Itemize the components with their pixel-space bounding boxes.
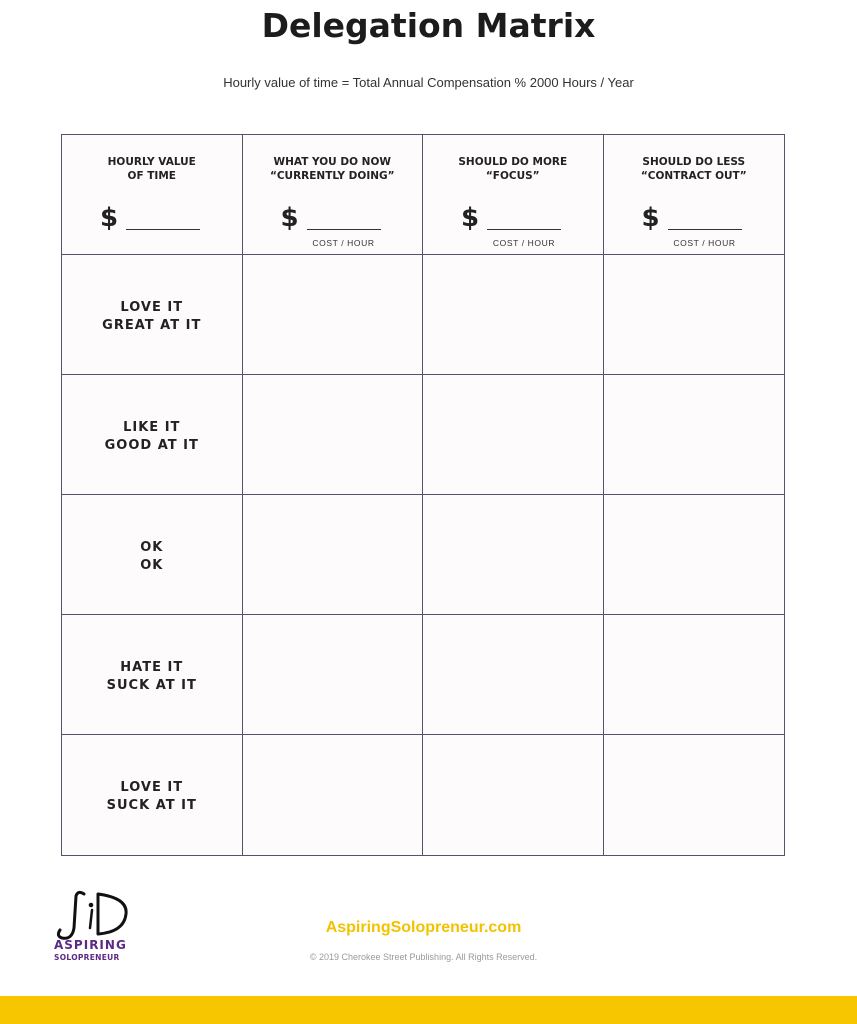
row-label-line1: LOVE IT	[120, 780, 184, 795]
row-label-line2: SUCK AT IT	[106, 798, 197, 813]
row-label-line2: GOOD AT IT	[104, 438, 199, 453]
matrix-entry-cell[interactable]	[423, 375, 604, 495]
row-label-line2: OK	[140, 558, 164, 573]
matrix-entry-cell[interactable]	[604, 495, 785, 615]
row-label-line1: HATE IT	[120, 660, 184, 675]
header-label	[62, 155, 242, 183]
header-cell-contract-out	[604, 135, 785, 255]
header-line2: OF TIME	[127, 170, 176, 182]
matrix-entry-cell[interactable]	[604, 735, 785, 855]
header-line1: WHAT YOU DO NOW	[273, 156, 391, 168]
matrix-entry-cell[interactable]	[423, 495, 604, 615]
header-line1: SHOULD DO LESS	[642, 156, 746, 168]
currently-doing-cost-blank[interactable]	[307, 229, 381, 230]
row-label	[62, 419, 242, 455]
row-label-cell	[62, 375, 243, 495]
matrix-entry-cell[interactable]	[604, 375, 785, 495]
header-line2: “FOCUS”	[485, 170, 540, 182]
header-cell-focus	[423, 135, 604, 255]
row-label	[62, 779, 242, 815]
header-line2: “CURRENTLY DOING”	[269, 170, 395, 182]
row-label-line1: LIKE IT	[123, 420, 181, 435]
header-line1: SHOULD DO MORE	[458, 156, 568, 168]
header-label	[243, 155, 423, 183]
dollar-sign: $	[280, 203, 299, 233]
dollar-sign: $	[100, 203, 119, 233]
page-subtitle: Hourly value of time = Total Annual Compensation % 2000 Hours / Year	[223, 75, 634, 90]
row-label-cell	[62, 255, 243, 375]
logo-text-aspiring: ASPIRING	[54, 938, 127, 952]
copyright-notice: © 2019 Cherokee Street Publishing. All Rights Reserved.	[309, 952, 538, 962]
matrix-entry-cell[interactable]	[243, 735, 424, 855]
hourly-value-blank[interactable]	[126, 229, 200, 230]
matrix-entry-cell[interactable]	[243, 615, 424, 735]
header-line1: HOURLY VALUE	[107, 156, 196, 168]
header-line2: “CONTRACT OUT”	[640, 170, 747, 182]
matrix-entry-cell[interactable]	[604, 615, 785, 735]
row-label	[62, 659, 242, 695]
header-cell-currently-doing	[243, 135, 424, 255]
focus-cost-blank[interactable]	[487, 229, 561, 230]
header-cell-hourly-value	[62, 135, 243, 255]
row-label	[62, 539, 242, 575]
dollar-sign: $	[461, 203, 480, 233]
header-label	[604, 155, 785, 183]
cost-per-hour-label: COST / HOUR	[312, 238, 375, 248]
matrix-entry-cell[interactable]	[243, 375, 424, 495]
contract-out-cost-blank[interactable]	[668, 229, 742, 230]
matrix-entry-cell[interactable]	[243, 495, 424, 615]
matrix-entry-cell[interactable]	[423, 735, 604, 855]
matrix-entry-cell[interactable]	[423, 255, 604, 375]
row-label-cell	[62, 615, 243, 735]
header-label	[423, 155, 603, 183]
logo-text-solopreneur: SOLOPRENEUR	[54, 953, 120, 962]
row-label	[62, 299, 242, 335]
footer-accent-bar	[0, 996, 857, 1024]
website-link[interactable]: AspiringSolopreneur.com	[325, 919, 522, 936]
row-label-cell	[62, 495, 243, 615]
cost-per-hour-label: COST / HOUR	[673, 238, 736, 248]
row-label-cell	[62, 735, 243, 855]
row-label-line2: SUCK AT IT	[106, 678, 197, 693]
cost-per-hour-label: COST / HOUR	[492, 238, 556, 248]
row-label-line1: LOVE IT	[120, 300, 184, 315]
dollar-sign: $	[641, 203, 660, 233]
matrix-entry-cell[interactable]	[243, 255, 424, 375]
matrix-entry-cell[interactable]	[423, 615, 604, 735]
matrix-entry-cell[interactable]	[604, 255, 785, 375]
delegation-matrix-table	[61, 134, 785, 856]
page-title: Delegation Matrix	[261, 6, 596, 45]
row-label-line2: GREAT AT IT	[102, 318, 202, 333]
row-label-line1: OK	[140, 540, 164, 555]
